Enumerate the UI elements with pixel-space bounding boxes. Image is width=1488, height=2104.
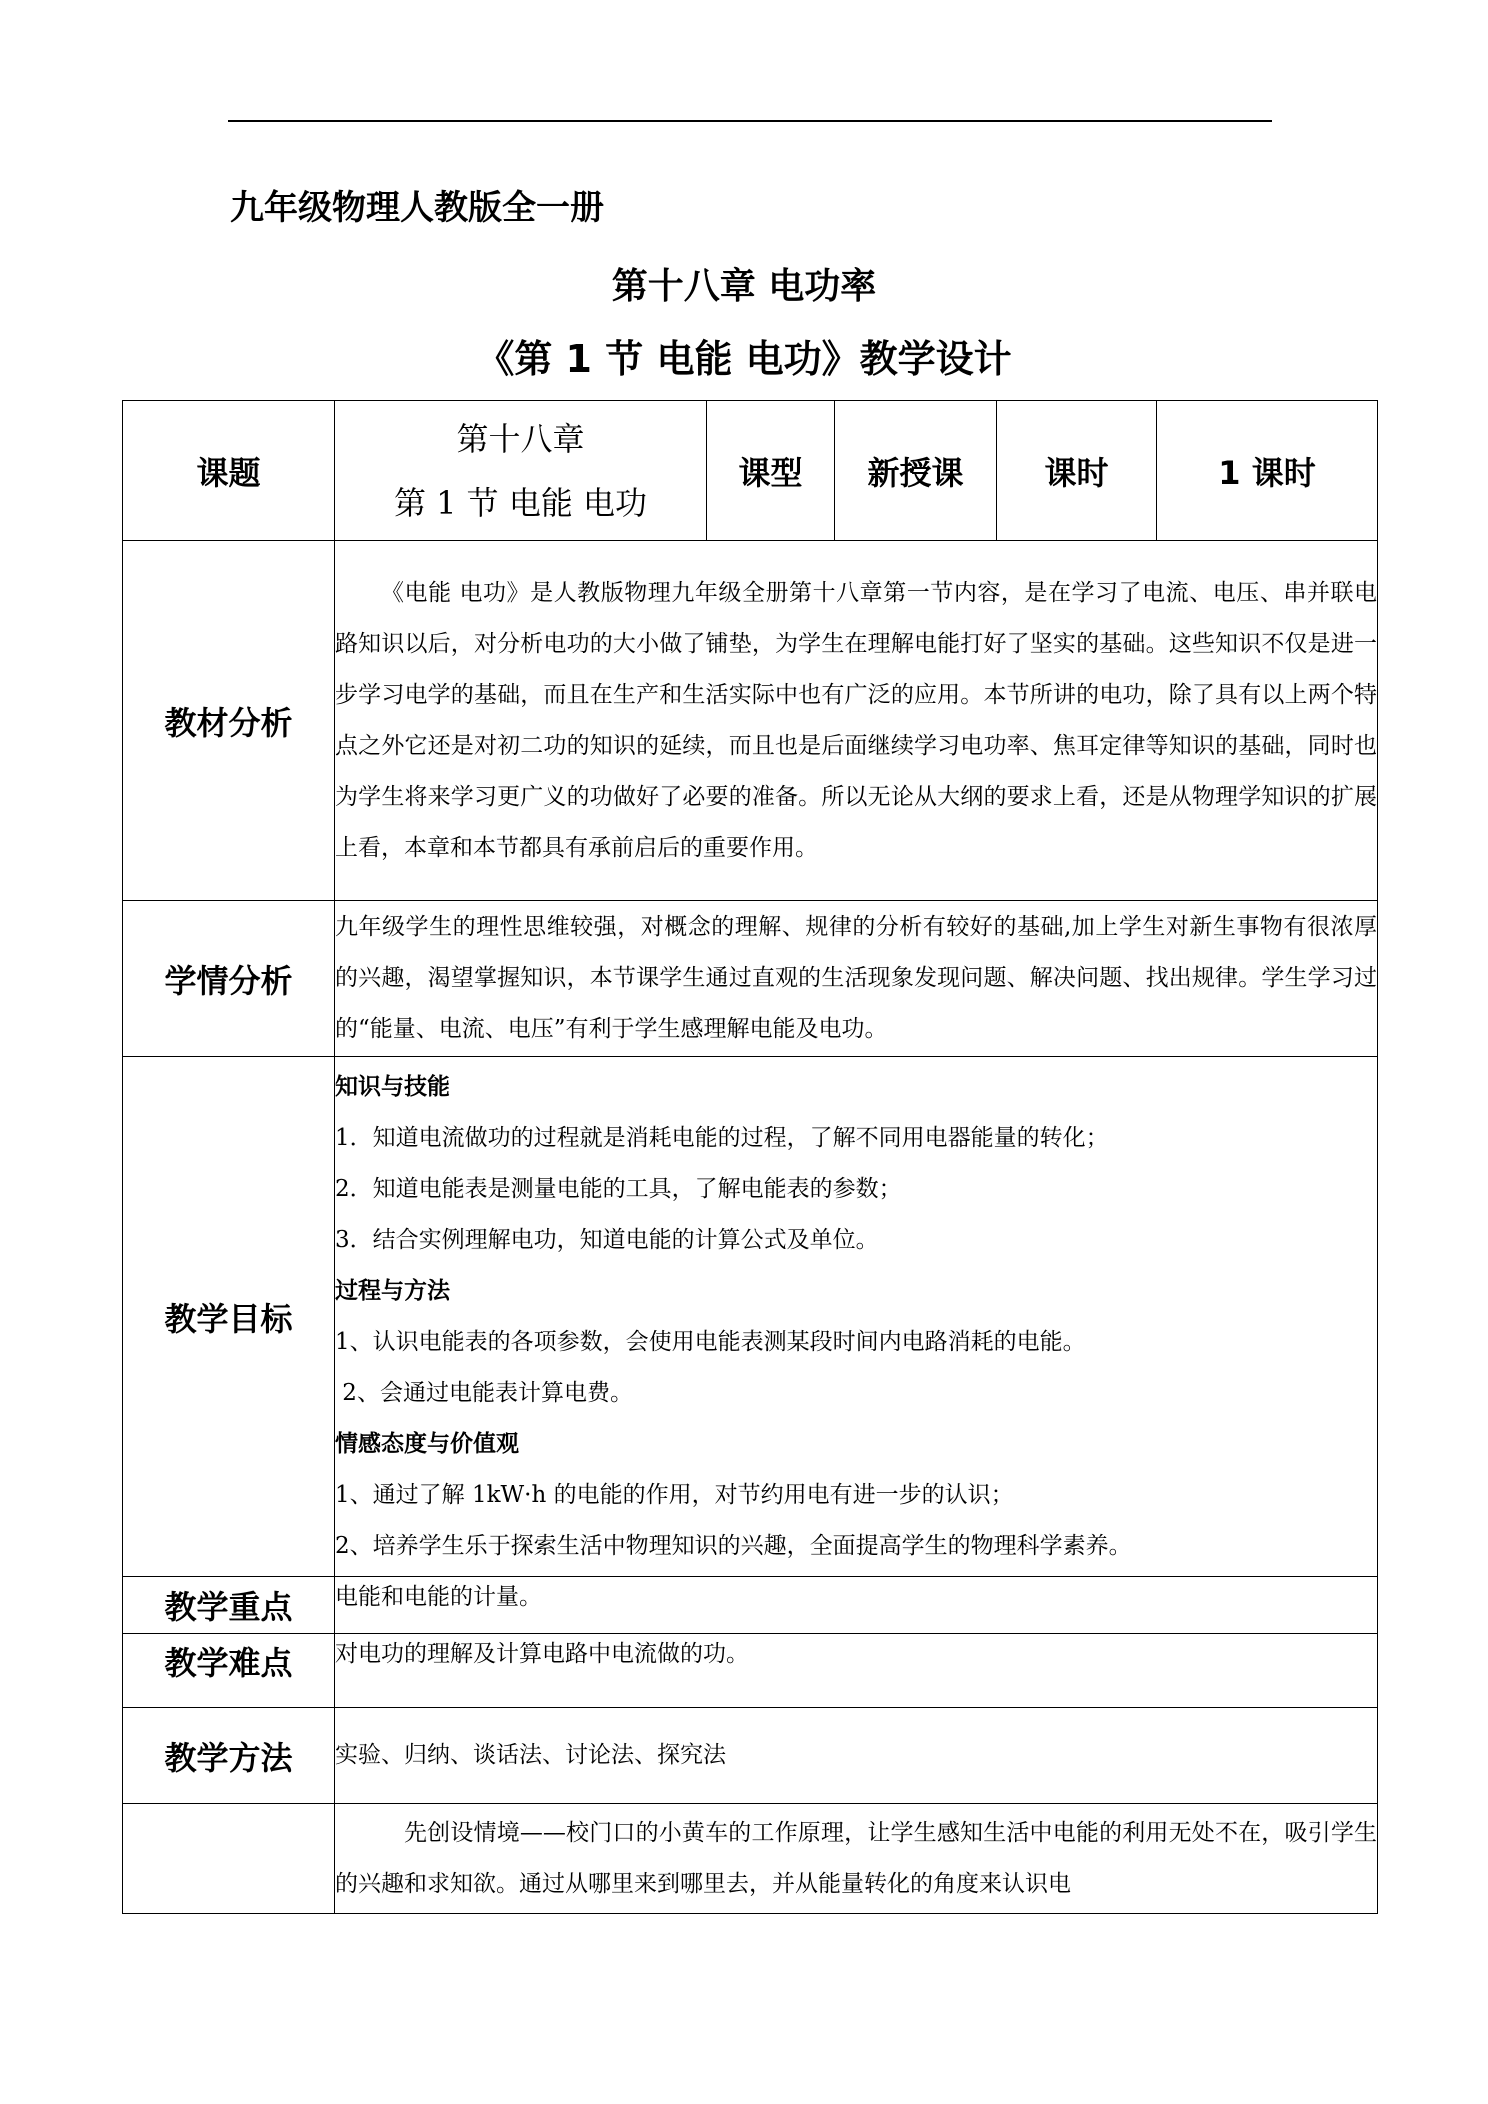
topic-line-1: 第十八章 — [456, 419, 585, 458]
difficult-points — [335, 1634, 1378, 1708]
difficult-label: 教学难点 — [123, 1634, 335, 1708]
student-analysis — [335, 901, 1378, 1057]
material-row — [123, 541, 1378, 901]
header-rule — [228, 120, 1272, 122]
design-row — [123, 1804, 1378, 1914]
material-analysis — [335, 541, 1378, 901]
type-value: 新授课 — [835, 401, 997, 541]
key-label: 教学重点 — [123, 1577, 335, 1634]
design-text: 先创设情境——校门口的小黄车的工作原理，让学生感知生活中电能的利用无处不在，吸引学生的兴趣和求知欲。通过从哪里来到哪里去，并从能量转化的角度来认识电 — [335, 1819, 1377, 1897]
topic-label: 课题 — [123, 401, 335, 541]
method-row — [123, 1708, 1378, 1804]
knowledge-title: 知识与技能 — [335, 1073, 450, 1100]
emotion-title: 情感态度与价值观 — [335, 1430, 519, 1457]
difficult-text: 对电功的理解及计算电路中电流做的功。 — [335, 1641, 749, 1667]
goals-row — [123, 1057, 1378, 1577]
topic-value — [335, 401, 707, 541]
design-label — [123, 1804, 335, 1914]
material-text: 《电能 电功》是人教版物理九年级全册第十八章第一节内容，是在学习了电流、电压、串并联电路知识以后，对分析电功的大小做了铺垫，为学生在理解电能打好了坚实的基础。这些知识不仅是进一步学习电学的基础，而且在生产和生活实际中也有广泛的应用。本节所讲的电功，除了具有以上两个特点之外它还是对初二功的知识的延续，而且也是后面继续学习电功率、焦耳定律等知识的基础，同时也为学生将来学习更广义的功做好了必要的准备。所以无论从大纲的要求上看，还是从物理学知识的扩展上看，本章和本节都具有承前启后的重要作用。 — [335, 579, 1377, 861]
knowledge-item: 2．知道电能表是测量电能的工具，了解电能表的参数； — [335, 1175, 902, 1202]
teaching-methods — [335, 1708, 1378, 1804]
material-label: 教材分析 — [123, 541, 335, 901]
student-row — [123, 901, 1378, 1057]
key-points — [335, 1577, 1378, 1634]
method-text: 实验、归纳、谈话法、讨论法、探究法 — [335, 1742, 726, 1768]
process-item: 1、认识电能表的各项参数，会使用电能表测某段时间内电路消耗的电能。 — [335, 1328, 1086, 1355]
knowledge-item: 1．知道电流做功的过程就是消耗电能的过程，了解不同用电器能量的转化； — [335, 1124, 1109, 1151]
emotion-item: 1、通过了解 1kW·h 的电能的作用，对节约用电有进一步的认识； — [335, 1481, 1014, 1508]
lesson-plan-table — [122, 400, 1378, 1914]
document-title: 《第 1 节 电能 电功》教学设计 — [476, 337, 1012, 381]
hours-label: 课时 — [997, 401, 1157, 541]
student-text: 九年级学生的理性思维较强，对概念的理解、规律的分析有较好的基础,加上学生对新生事物有很浓厚的兴趣，渴望掌握知识，本节课学生通过直观的生活现象发现问题、解决问题、找出规律。学生学习过的“能量、电流、电压”有利于学生感理解电能及电功。 — [335, 914, 1377, 1042]
method-label: 教学方法 — [123, 1708, 335, 1804]
process-title: 过程与方法 — [335, 1277, 450, 1304]
student-label: 学情分析 — [123, 901, 335, 1057]
key-row — [123, 1577, 1378, 1634]
design-idea — [335, 1804, 1378, 1914]
teaching-goals — [335, 1057, 1378, 1577]
difficult-row — [123, 1634, 1378, 1708]
topic-row — [123, 401, 1378, 541]
process-item: 2、会通过电能表计算电费。 — [335, 1379, 633, 1406]
goals-label: 教学目标 — [123, 1057, 335, 1577]
topic-line-2: 第 1 节 电能 电功 — [393, 483, 648, 522]
hours-value: 1 课时 — [1157, 401, 1378, 541]
knowledge-item: 3．结合实例理解电功，知道电能的计算公式及单位。 — [335, 1226, 879, 1253]
book-title: 九年级物理人教版全一册 — [230, 188, 604, 228]
type-label: 课型 — [707, 401, 835, 541]
key-text: 电能和电能的计量。 — [335, 1584, 542, 1610]
emotion-item: 2、培养学生乐于探索生活中物理知识的兴趣，全面提高学生的物理科学素养。 — [335, 1532, 1132, 1559]
chapter-title: 第十八章 电功率 — [611, 266, 877, 307]
